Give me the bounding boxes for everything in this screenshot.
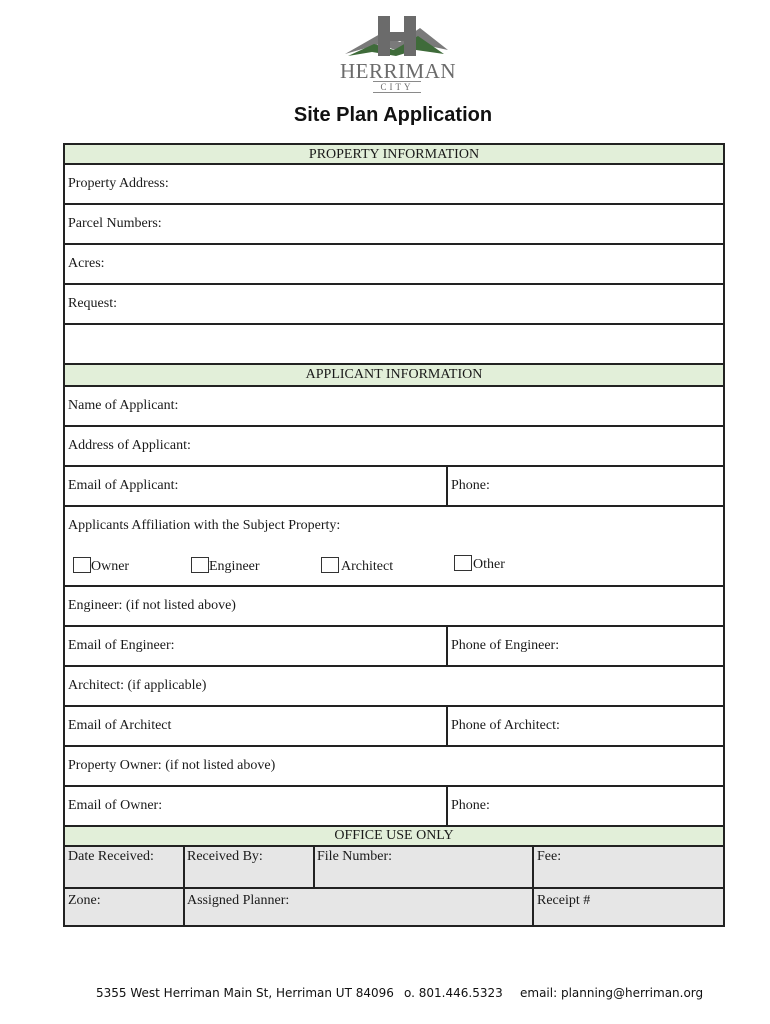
property-owner-field[interactable] xyxy=(63,747,725,787)
logo-subtitle: CITY xyxy=(373,81,421,93)
architect-label: Architect: (if applicable) xyxy=(68,678,207,693)
column-divider xyxy=(446,467,448,505)
applicant-address-label: Address of Applicant: xyxy=(68,438,191,453)
received-by-label: Received By: xyxy=(187,849,263,864)
architect-option-label: Architect xyxy=(341,559,394,574)
applicant-address-field[interactable] xyxy=(63,427,725,467)
engineer-checkbox[interactable] xyxy=(191,557,209,573)
engineer-field[interactable] xyxy=(63,587,725,627)
mountain-h-logo-icon xyxy=(340,14,454,62)
request-label: Request: xyxy=(68,296,117,311)
engineer-phone-label: Phone of Engineer: xyxy=(451,638,560,653)
column-divider xyxy=(532,889,534,925)
office-row-2 xyxy=(63,889,725,927)
footer-phone: o. 801.446.5323 xyxy=(404,986,503,1000)
other-checkbox[interactable] xyxy=(454,555,472,571)
zone-label: Zone: xyxy=(68,893,101,908)
herriman-city-logo xyxy=(340,14,457,96)
column-divider xyxy=(446,787,448,825)
architect-checkbox[interactable] xyxy=(321,557,339,573)
applicant-phone-label: Phone: xyxy=(451,478,490,493)
footer-address: 5355 West Herriman Main St, Herriman UT 84096 xyxy=(96,986,394,1000)
column-divider xyxy=(446,707,448,745)
footer-email: email: planning@herriman.org xyxy=(520,986,704,1000)
applicant-email-label: Email of Applicant: xyxy=(68,478,179,493)
engineer-label: Engineer: (if not listed above) xyxy=(68,598,236,613)
architect-contact-row xyxy=(63,707,725,747)
property-address-field[interactable] xyxy=(63,165,725,205)
request-continuation-field[interactable] xyxy=(63,325,725,365)
property-address-label: Property Address: xyxy=(68,176,169,191)
owner-option-label: Owner xyxy=(91,559,130,574)
application-form xyxy=(63,143,725,927)
column-divider xyxy=(532,847,534,887)
owner-email-label: Email of Owner: xyxy=(68,798,163,813)
date-received-label: Date Received: xyxy=(68,849,154,864)
column-divider xyxy=(446,627,448,665)
parcel-numbers-label: Parcel Numbers: xyxy=(68,216,162,231)
acres-label: Acres: xyxy=(68,256,105,271)
fee-label: Fee: xyxy=(537,849,562,864)
receipt-label: Receipt # xyxy=(537,893,591,908)
engineer-option-label: Engineer xyxy=(209,559,260,574)
property-owner-label: Property Owner: (if not listed above) xyxy=(68,758,276,773)
office-use-heading: OFFICE USE ONLY xyxy=(63,827,725,847)
affiliation-label: Applicants Affiliation with the Subject Property: xyxy=(68,518,341,533)
acres-field[interactable] xyxy=(63,245,725,285)
column-divider xyxy=(183,889,185,925)
architect-phone-label: Phone of Architect: xyxy=(451,718,560,733)
applicant-info-heading: APPLICANT INFORMATION xyxy=(63,365,725,387)
parcel-numbers-field[interactable] xyxy=(63,205,725,245)
owner-checkbox[interactable] xyxy=(73,557,91,573)
applicant-name-label: Name of Applicant: xyxy=(68,398,179,413)
engineer-email-label: Email of Engineer: xyxy=(68,638,175,653)
applicant-email-row xyxy=(63,467,725,507)
column-divider xyxy=(183,847,185,887)
file-number-label: File Number: xyxy=(317,849,393,864)
applicant-name-field[interactable] xyxy=(63,387,725,427)
assigned-planner-label: Assigned Planner: xyxy=(187,893,290,908)
property-info-heading: PROPERTY INFORMATION xyxy=(63,143,725,165)
affiliation-row xyxy=(63,507,725,587)
office-row-1 xyxy=(63,847,725,889)
owner-phone-label: Phone: xyxy=(451,798,490,813)
engineer-contact-row xyxy=(63,627,725,667)
page-title: Site Plan Application xyxy=(293,104,493,126)
other-option-label: Other xyxy=(473,557,505,572)
request-field[interactable] xyxy=(63,285,725,325)
logo-wordmark: HERRIMAN xyxy=(340,59,457,83)
architect-email-label: Email of Architect xyxy=(68,718,172,733)
column-divider xyxy=(313,847,315,887)
architect-field[interactable] xyxy=(63,667,725,707)
owner-contact-row xyxy=(63,787,725,827)
